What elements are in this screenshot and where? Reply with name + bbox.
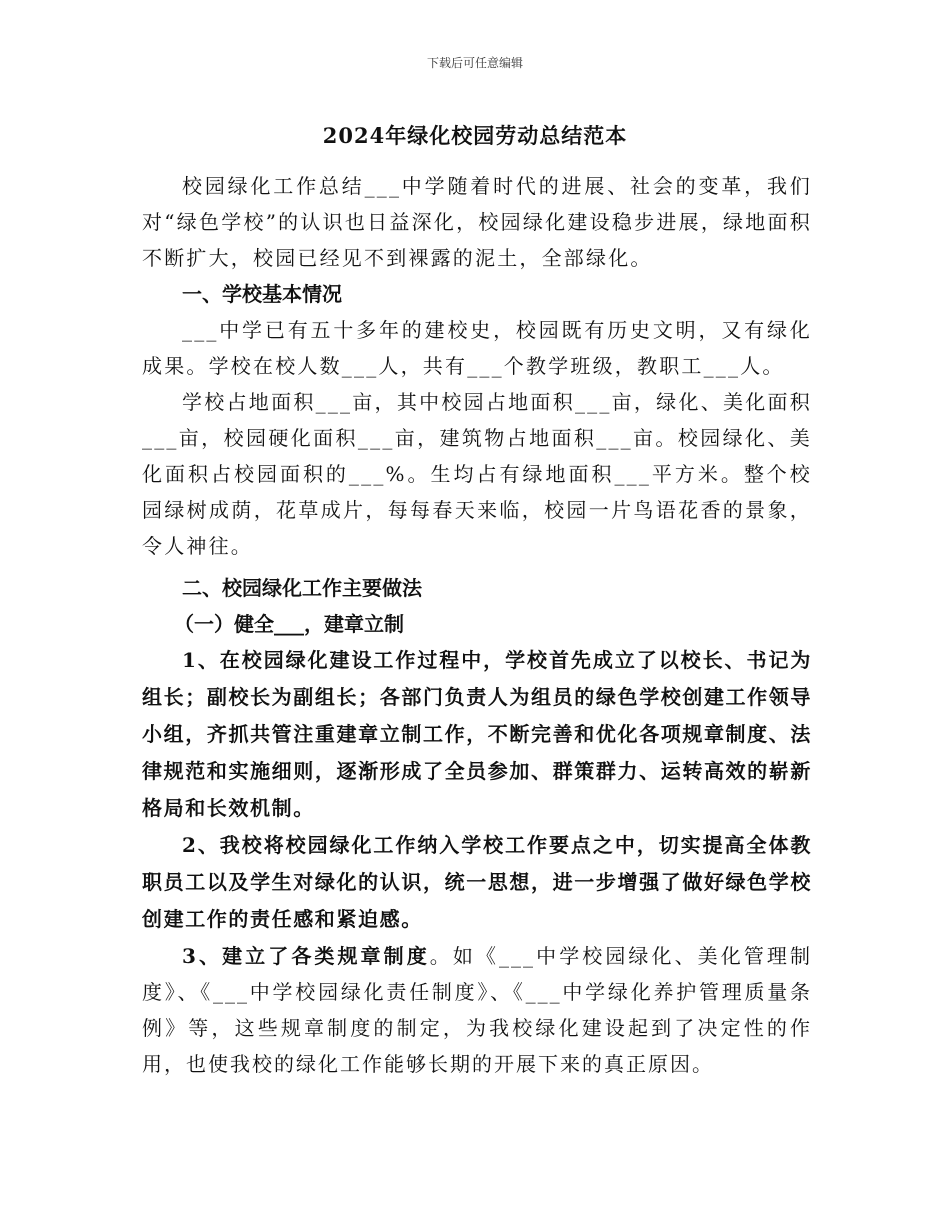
practice-item-3-rest: 。如《___中学校园绿化、美化管理制度》、《___中学校园绿化责任制度》、《___中学绿化养护管理质量条例》等，这些规章制度的制定，为我校绿化建设起到了决定性的作用，也使我校的绿化工作能够长期的开展下来的真正原因。 — [142, 944, 812, 1076]
basic-info-paragraph-1: ___中学已有五十多年的建校史，校园既有历史文明，又有绿化成果。学校在校人数___人，共有___个教学班级，教职工___人。 — [142, 318, 812, 378]
document-title: 2024年绿化校园劳动总结范本 — [322, 123, 628, 148]
header-note: 下载后可任意编辑 — [426, 56, 523, 70]
intro-paragraph: 校园绿化工作总结___中学随着时代的进展、社会的变革，我们对“绿色学校”的认识也日益深化，校园绿化建设稳步进展，绿地面积不断扩大，校园已经见不到裸露的泥土，全部绿化。 — [142, 174, 812, 270]
subsection-heading: （一）健全___，建章立制 — [174, 612, 404, 636]
practice-item-3 — [142, 938, 812, 1082]
section-heading-main-practices: 二、校园绿化工作主要做法 — [182, 576, 422, 600]
practice-item-1: 1、在校园绿化建设工作过程中，学校首先成立了以校长、书记为组长；副校长为副组长；各部门负责人为组员的绿色学校创建工作领导小组，齐抓共管注重建章立制工作，不断完善和优化各项规章制度、法律规范和实施细则，逐渐形成了全员参加、群策群力、运转高效的崭新格局和长效机制。 — [142, 648, 812, 820]
practice-item-2: 2、我校将校园绿化工作纳入学校工作要点之中，切实提高全体教职员工以及学生对绿化的认识，统一思想，进一步增强了做好绿色学校创建工作的责任感和紧迫感。 — [142, 833, 812, 931]
section-heading-basic-info: 一、学校基本情况 — [182, 282, 342, 306]
document-body — [142, 168, 812, 1082]
basic-info-paragraph-2: 学校占地面积___亩，其中校园占地面积___亩，绿化、美化面积___亩，校园硬化面积___亩，建筑物占地面积___亩。校园绿化、美化面积占校园面积的___%。生均占有绿地面积___平方米。整个校园绿树成荫，花草成片，每每春天来临，校园一片鸟语花香的景象，令人神往。 — [142, 390, 812, 558]
practice-item-3-lead: 3、建立了各类规章制度 — [182, 944, 430, 968]
